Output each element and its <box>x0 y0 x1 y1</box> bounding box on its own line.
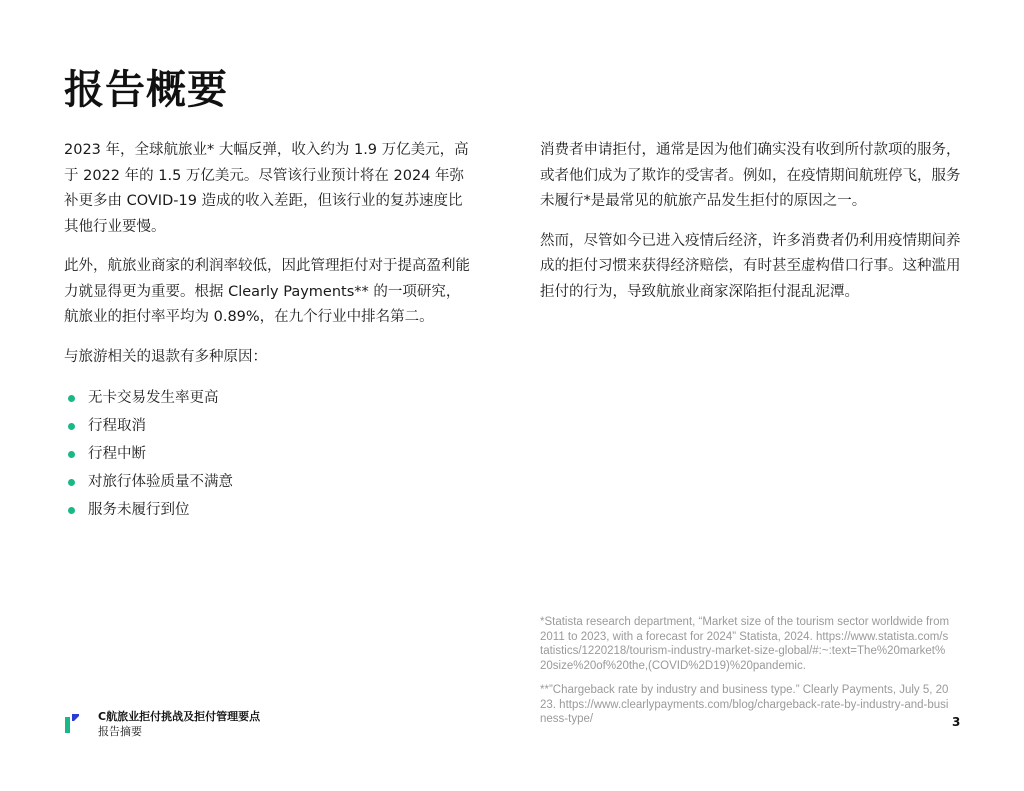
margin-paragraph: 此外，航旅业商家的利润率较低，因此管理拒付对于提高盈利能力就显得更为重要。根据 Clearly Payments** 的一项研究，航旅业的拒付率平均为 0.89%，在九个行业中排名第二。 <box>64 258 470 325</box>
bullet-dot-icon <box>68 507 75 514</box>
brand-logo-icon <box>64 712 80 734</box>
footer-title: C航旅业拒付挑战及拒付管理要点 <box>98 710 261 723</box>
list-item-text: 行程取消 <box>88 418 146 434</box>
right-column <box>540 138 968 319</box>
list-item <box>64 412 474 440</box>
bullet-dot-icon <box>68 451 75 458</box>
list-item <box>64 496 474 524</box>
list-item <box>64 440 474 468</box>
page-title: 报告概要 <box>64 67 228 113</box>
bullet-dot-icon <box>68 395 75 402</box>
intro-paragraph: 2023 年，全球航旅业* 大幅反弹，收入约为 1.9 万亿美元，高于 2022 年的 1.5 万亿美元。尽管该行业预计将在 2024 年弥补更多由 COVID-19 造成的收入差距，但该行业的复苏速度比其他行业要慢。 <box>64 142 469 235</box>
left-column <box>64 138 474 524</box>
footnote-statista: *Statista research department, “Market size of the tourism sector worldwide from 2011 to 2023, with a forecast for 2024” Statista, 2024. https://www.statista.com/statistics/1220218/tourism-industry-market-size-global/#:~:text=The%20market%20size%20of%20the,(COVID%2D19)%20pandemic. <box>540 616 950 672</box>
post-pandemic-paragraph: 然而，尽管如今已进入疫情后经济，许多消费者仍利用疫情期间养成的拒付习惯来获得经济赔偿，有时甚至虚构借口行事。这种滥用拒付的行为，导致航旅业商家深陷拒付混乱泥潭。 <box>540 232 961 300</box>
list-item <box>64 384 474 412</box>
footer-subtitle: 报告摘要 <box>98 725 142 738</box>
bullet-dot-icon <box>68 423 75 430</box>
list-item-text: 对旅行体验质量不满意 <box>88 474 233 490</box>
footer <box>98 709 260 739</box>
chargeback-paragraph: 消费者申请拒付，通常是因为他们确实没有收到所付款项的服务，或者他们成为了欺诈的受害者。例如，在疫情期间航班停飞，服务未履行*是最常见的航旅产品发生拒付的原因之一。 <box>540 142 961 209</box>
page-number: 3 <box>952 715 961 729</box>
footnotes <box>540 615 950 737</box>
reasons-intro: 与旅游相关的退款有多种原因： <box>64 348 267 365</box>
list-item-text: 无卡交易发生率更高 <box>88 390 219 406</box>
list-item-text: 服务未履行到位 <box>88 502 190 518</box>
list-item-text: 行程中断 <box>88 446 146 462</box>
reasons-list <box>64 384 474 524</box>
footnote-clearly-payments: **”Chargeback rate by industry and business type.” Clearly Payments, July 5, 2023. https://www.clearlypayments.com/blog/chargeback-rate-by-industry-and-business-type/ <box>540 684 949 725</box>
list-item <box>64 468 474 496</box>
bullet-dot-icon <box>68 479 75 486</box>
